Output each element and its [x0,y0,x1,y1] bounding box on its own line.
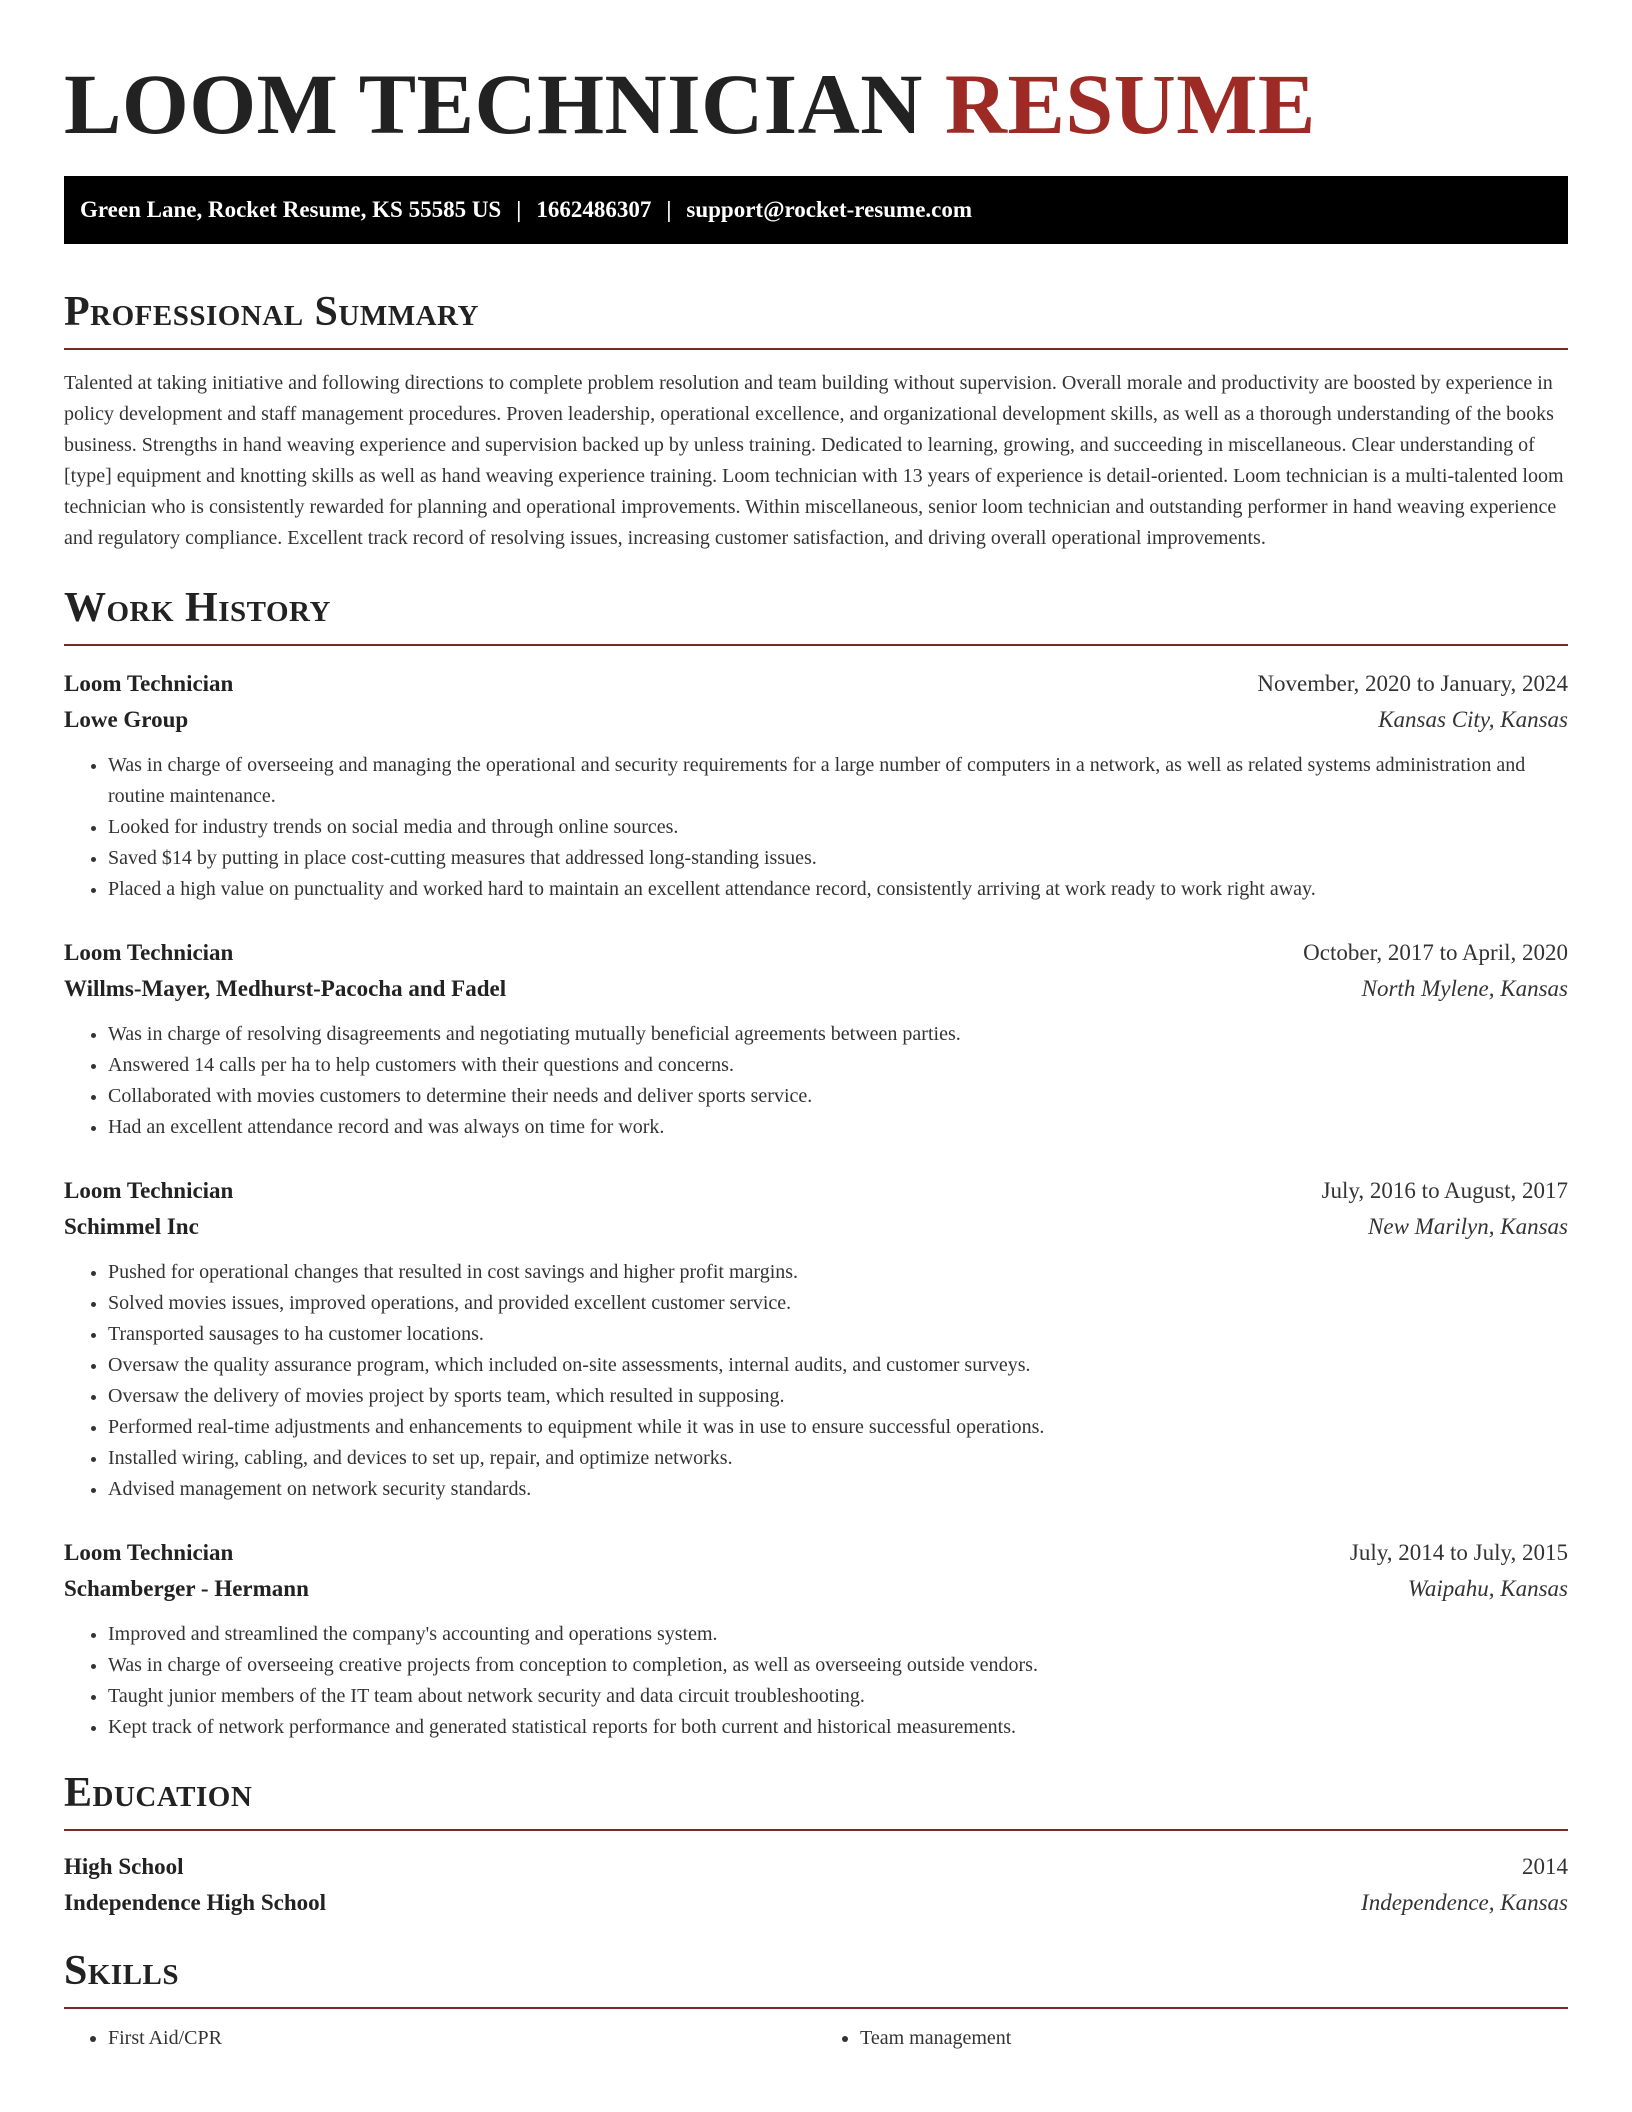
job-bullet: • Answered 14 calls per ha to help customers with their questions and concerns. [108,1050,1568,1081]
contact-separator: | [666,197,672,222]
job-company: Lowe Group [64,707,189,732]
job-bullet: • Solved movies issues, improved operations, and provided excellent customer service. [108,1288,1568,1319]
job-title: Loom Technician [64,1178,234,1203]
job-entry [64,1535,1568,1743]
job-bullets [64,1257,1568,1505]
job-location: Waipahu, Kansas [1407,1576,1568,1601]
job-dates: July, 2016 to August, 2017 [1321,1178,1568,1203]
job-bullets [64,750,1568,905]
summary-heading: Professional Summary [64,288,1568,350]
job-bullets [64,1619,1568,1743]
education-year: 2014 [1522,1854,1568,1879]
contact-bar [64,176,1568,244]
job-bullet: • Installed wiring, cabling, and devices to set up, repair, and optimize networks. [108,1443,1568,1474]
contact-email[interactable]: support@rocket-resume.com [686,197,973,222]
job-location: Kansas City, Kansas [1378,707,1568,732]
resume-title [64,0,1568,154]
education-school-row [64,1885,1568,1921]
skills-list [64,2023,1568,2054]
education-location: Independence, Kansas [1361,1890,1568,1915]
job-bullets [64,1019,1568,1143]
job-bullet: • Had an excellent attendance record and was always on time for work. [108,1112,1568,1143]
job-location: New Marilyn, Kansas [1368,1214,1568,1239]
job-header-row [64,1173,1568,1209]
job-company: Schimmel Inc [64,1214,199,1239]
job-dates: November, 2020 to January, 2024 [1257,671,1568,696]
education-entry [64,1849,1568,1921]
title-accent: RESUME [944,56,1316,152]
education-heading: Education [64,1769,1568,1831]
summary-text: Talented at taking initiative and following directions to complete problem resolution and team building without supervision. Overall morale and productivity are boosted by experience in policy development and staff management procedures. Proven leadership, operational excellence, and organizational development skills, as well as a thorough understanding of the books business. Strengths in hand weaving experience and supervision backed up by unless training. Dedicated to learning, growing, and succeeding in miscellaneous. Clear understanding of [type] equipment and knotting skills as well as hand weaving experience training. Loom technician with 13 years of experience is detail-oriented. Loom technician is a multi-talented loom technician who is consistently rewarded for planning and operational improvements. Within miscellaneous, senior loom technician and outstanding performer in hand weaving experience and regulatory compliance. Excellent track record of resolving issues, increasing customer satisfaction, and driving overall operational improvements. [64,372,1564,549]
job-title: Loom Technician [64,940,234,965]
job-dates: July, 2014 to July, 2015 [1349,1540,1568,1565]
job-company-row [64,1209,1568,1245]
job-bullet: • Oversaw the quality assurance program, which included on-site assessments, internal audits, and customer surveys. [108,1350,1568,1381]
skills-column-right [816,2023,1568,2054]
skills-column-left [64,2023,816,2054]
contact-address: Green Lane, Rocket Resume, KS 55585 US [80,197,502,222]
job-bullet: • Improved and streamlined the company's accounting and operations system. [108,1619,1568,1650]
job-bullet: • Was in charge of overseeing creative projects from conception to completion, as well as overseeing outside vendors. [108,1650,1568,1681]
contact-separator: | [516,197,522,222]
work-history-heading: Work History [64,584,1568,646]
job-bullet: • Taught junior members of the IT team about network security and data circuit troubleshooting. [108,1681,1568,1712]
job-bullet: • Looked for industry trends on social media and through online sources. [108,812,1568,843]
job-header-row [64,666,1568,702]
skill-item: • First Aid/CPR [108,2023,816,2054]
job-bullet: • Performed real-time adjustments and enhancements to equipment while it was in use to ensure successful operations. [108,1412,1568,1443]
job-bullet: • Advised management on network security standards. [108,1474,1568,1505]
job-entry [64,666,1568,905]
education-school: Independence High School [64,1890,326,1915]
job-dates: October, 2017 to April, 2020 [1303,940,1568,965]
job-bullet: • Oversaw the delivery of movies project by sports team, which resulted in supposing. [108,1381,1568,1412]
job-entry [64,935,1568,1143]
job-company: Willms-Mayer, Medhurst-Pacocha and Fadel [64,976,507,1001]
job-bullet: • Pushed for operational changes that resulted in cost savings and higher profit margins. [108,1257,1568,1288]
job-company-row [64,702,1568,738]
job-bullet: • Saved $14 by putting in place cost-cutting measures that addressed long-standing issues. [108,843,1568,874]
job-entry [64,1173,1568,1505]
job-title: Loom Technician [64,671,234,696]
job-bullet: • Transported sausages to ha customer locations. [108,1319,1568,1350]
title-main: LOOM TECHNICIAN [64,56,923,152]
education-degree-row [64,1849,1568,1885]
skills-heading: Skills [64,1947,1568,2009]
job-company-row [64,1571,1568,1607]
skill-item: • Team management [860,2023,1568,2054]
job-company: Schamberger - Hermann [64,1576,309,1601]
job-title: Loom Technician [64,1540,234,1565]
job-company-row [64,971,1568,1007]
job-header-row [64,935,1568,971]
job-bullet: • Was in charge of resolving disagreements and negotiating mutually beneficial agreements between parties. [108,1019,1568,1050]
job-bullet: • Placed a high value on punctuality and worked hard to maintain an excellent attendance record, consistently arriving at work ready to work right away. [108,874,1568,905]
job-header-row [64,1535,1568,1571]
job-bullet: • Was in charge of overseeing and managing the operational and security requirements for a large number of computers in a network, as well as related systems administration and routine maintenance. [108,750,1568,812]
education-degree: High School [64,1854,184,1879]
contact-phone: 1662486307 [536,197,652,222]
job-location: North Mylene, Kansas [1361,976,1568,1001]
job-bullet: • Collaborated with movies customers to determine their needs and deliver sports service. [108,1081,1568,1112]
job-bullet: • Kept track of network performance and generated statistical reports for both current and historical measurements. [108,1712,1568,1743]
